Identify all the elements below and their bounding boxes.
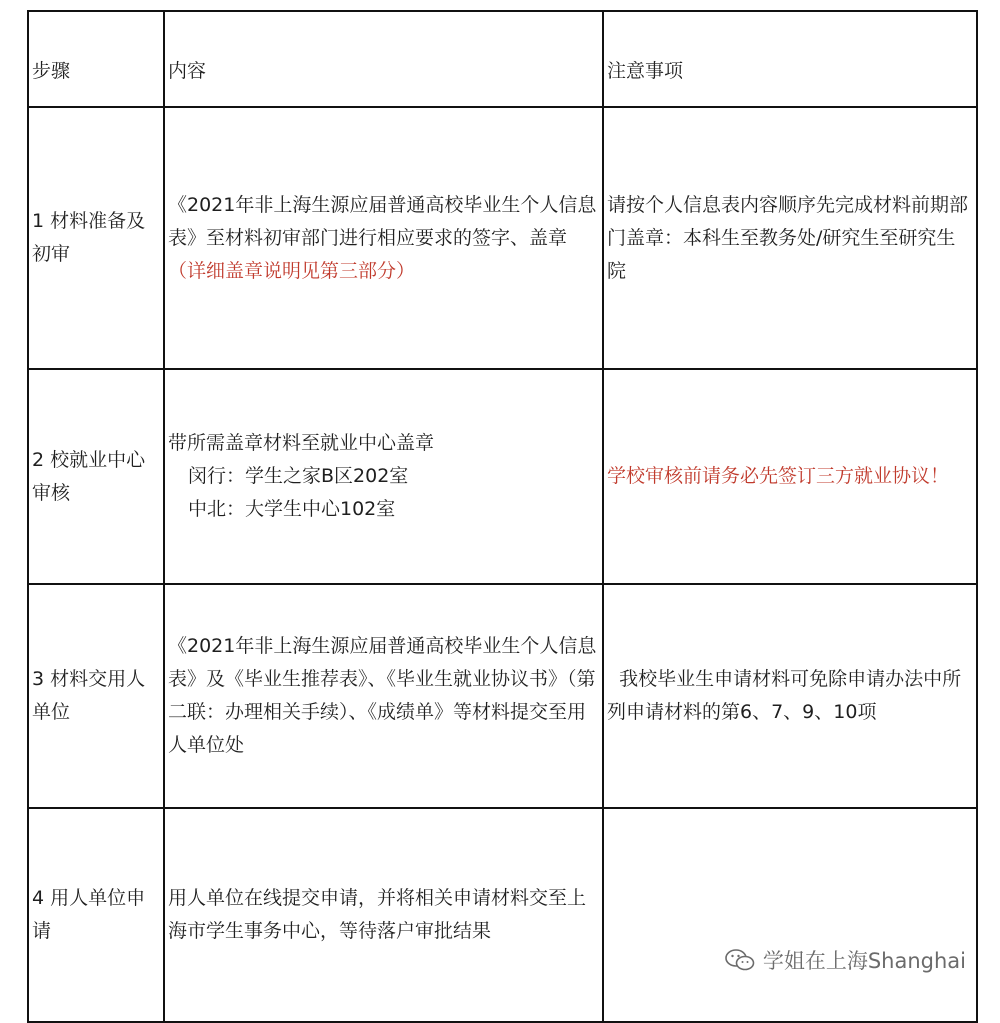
content-cell: 用人单位在线提交申请，并将相关申请材料交至上海市学生事务中心，等待落户审批结果 (164, 808, 603, 1022)
note-cell: 我校毕业生申请材料可免除申请办法中所列申请材料的第6、7、9、10项 (603, 584, 977, 808)
step-cell: 1 材料准备及初审 (28, 107, 164, 369)
note-cell: 请按个人信息表内容顺序先完成材料前期部门盖章：本科生至教务处/研究生至研究生院 (603, 107, 977, 369)
table-row (28, 584, 977, 808)
header-step: 步骤 (28, 11, 164, 107)
step-cell: 3 材料交用人单位 (28, 584, 164, 808)
header-content: 内容 (164, 11, 603, 107)
table-header-row (28, 11, 977, 107)
content-cell (164, 107, 603, 369)
content-red-note: （详细盖章说明见第三部分） (168, 259, 416, 282)
content-text: 带所需盖章材料至就业中心盖章 (168, 432, 435, 454)
note-cell (603, 808, 977, 1022)
watermark (725, 945, 966, 975)
table-row (28, 107, 977, 369)
content-text: 《2021年非上海生源应届普通高校毕业生个人信息表》至材料初审部门进行相应要求的签字、盖章 (168, 193, 597, 249)
watermark-text: 学姐在上海Shanghai (762, 949, 966, 973)
step-cell: 2 校就业中心审核 (28, 369, 164, 584)
wechat-icon (725, 948, 755, 972)
process-table (27, 10, 978, 1023)
header-notes: 注意事项 (603, 11, 977, 107)
note-cell: 学校审核前请务必先签订三方就业协议！ (603, 369, 977, 584)
location-minhang: 闵行：学生之家B区202室 (188, 465, 409, 487)
table-row (28, 369, 977, 584)
content-cell: 《2021年非上海生源应届普通高校毕业生个人信息表》及《毕业生推荐表》、《毕业生就业协议书》（第二联：办理相关手续）、《成绩单》等材料提交至用人单位处 (164, 584, 603, 808)
table-row (28, 808, 977, 1022)
location-zhongbei: 中北：大学生中心102室 (188, 498, 396, 520)
step-cell: 4 用人单位申请 (28, 808, 164, 1022)
content-cell (164, 369, 603, 584)
